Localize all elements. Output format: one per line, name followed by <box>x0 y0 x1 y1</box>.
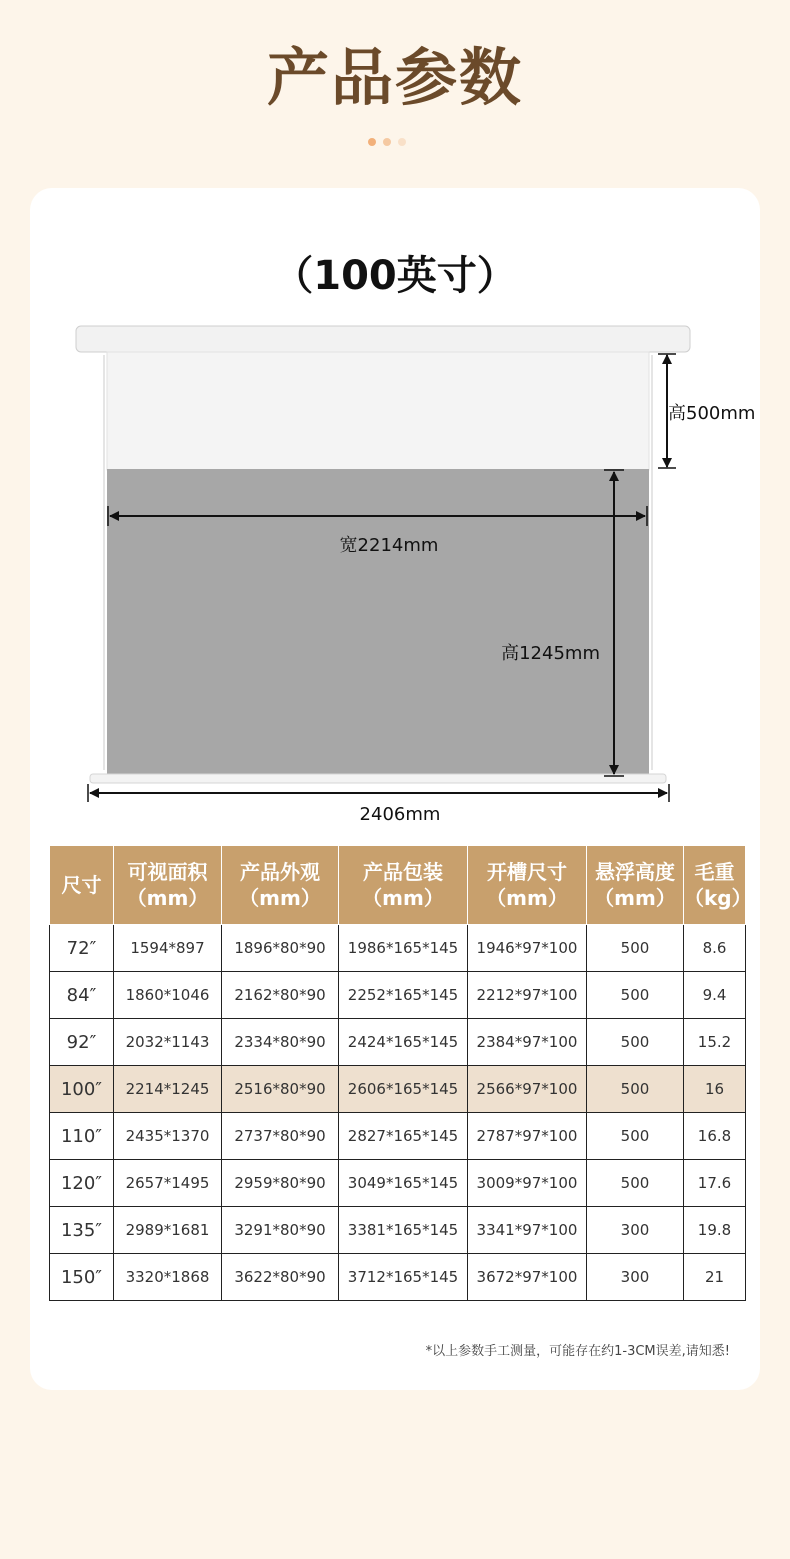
table-cell: 1860*1046 <box>114 972 222 1019</box>
table-cell: 2827*165*145 <box>339 1113 468 1160</box>
total-width-label: 2406mm <box>359 804 441 825</box>
table-cell: 2435*1370 <box>114 1113 222 1160</box>
table-cell: 16.8 <box>684 1113 746 1160</box>
dot-3 <box>398 138 406 146</box>
table-cell: 2214*1245 <box>114 1066 222 1113</box>
size-cell: 84″ <box>50 972 114 1019</box>
page-title: 产品参数 <box>266 41 523 114</box>
size-cell: 150″ <box>50 1254 114 1301</box>
table-cell: 1946*97*100 <box>468 925 587 972</box>
table-row <box>50 1160 746 1207</box>
screen-bottom-bar <box>90 774 666 783</box>
table-cell: 300 <box>587 1207 684 1254</box>
size-cell: 120″ <box>50 1160 114 1207</box>
column-header-name: 开槽尺寸 <box>487 860 567 884</box>
table-cell: 2989*1681 <box>114 1207 222 1254</box>
table-cell: 9.4 <box>684 972 746 1019</box>
column-header <box>50 846 114 925</box>
table-cell: 500 <box>587 1066 684 1113</box>
column-header <box>222 846 339 925</box>
dot-2 <box>383 138 391 146</box>
column-header-unit: （mm） <box>486 886 568 910</box>
size-cell: 135″ <box>50 1207 114 1254</box>
table-cell: 15.2 <box>684 1019 746 1066</box>
table-row <box>50 1207 746 1254</box>
table-cell: 1986*165*145 <box>339 925 468 972</box>
column-header <box>339 846 468 925</box>
table-cell: 2737*80*90 <box>222 1113 339 1160</box>
table-cell: 3291*80*90 <box>222 1207 339 1254</box>
table-cell: 1594*897 <box>114 925 222 972</box>
column-header-unit: （mm） <box>594 886 676 910</box>
table-cell: 3622*80*90 <box>222 1254 339 1301</box>
table-cell: 2657*1495 <box>114 1160 222 1207</box>
table-cell: 3672*97*100 <box>468 1254 587 1301</box>
screen-dimension-diagram <box>0 310 790 830</box>
table-cell: 2566*97*100 <box>468 1066 587 1113</box>
column-header-name: 毛重 <box>694 860 735 884</box>
table-cell: 2212*97*100 <box>468 972 587 1019</box>
column-header-name: 产品外观 <box>240 860 320 884</box>
size-title: （100英寸） <box>273 253 517 299</box>
table-cell: 500 <box>587 1160 684 1207</box>
table-cell: 2032*1143 <box>114 1019 222 1066</box>
column-header <box>114 846 222 925</box>
column-header-name: 产品包装 <box>363 860 443 884</box>
table-body <box>50 925 746 1301</box>
column-header-unit: （mm） <box>362 886 444 910</box>
table-cell: 3341*97*100 <box>468 1207 587 1254</box>
table-header-row <box>50 846 746 925</box>
table-cell: 500 <box>587 1019 684 1066</box>
table-cell: 2959*80*90 <box>222 1160 339 1207</box>
table-cell: 1896*80*90 <box>222 925 339 972</box>
column-header-name: 可视面积 <box>127 860 208 884</box>
table-cell: 2787*97*100 <box>468 1113 587 1160</box>
screen-housing <box>76 326 690 352</box>
size-cell: 92″ <box>50 1019 114 1066</box>
column-header-name: 悬浮高度 <box>595 860 675 884</box>
table-row <box>50 925 746 972</box>
table-cell: 500 <box>587 925 684 972</box>
table-cell: 17.6 <box>684 1160 746 1207</box>
size-cell: 72″ <box>50 925 114 972</box>
column-header <box>684 846 752 925</box>
screen-width-label: 宽2214mm <box>339 535 439 556</box>
table-cell: 300 <box>587 1254 684 1301</box>
screen-leader <box>107 352 649 470</box>
top-height-label: 高500mm <box>668 403 756 424</box>
column-header-unit: （mm） <box>126 886 209 910</box>
table-row <box>50 1066 746 1113</box>
table-cell: 21 <box>684 1254 746 1301</box>
table-cell: 2424*165*145 <box>339 1019 468 1066</box>
table-row <box>50 972 746 1019</box>
table-cell: 2162*80*90 <box>222 972 339 1019</box>
size-cell: 110″ <box>50 1113 114 1160</box>
spec-table <box>49 845 752 1301</box>
screen-height-label: 高1245mm <box>501 643 600 664</box>
table-cell: 16 <box>684 1066 746 1113</box>
table-row <box>50 1113 746 1160</box>
dot-1 <box>368 138 376 146</box>
table-cell: 2252*165*145 <box>339 972 468 1019</box>
column-header-name: 尺寸 <box>61 873 102 897</box>
table-cell: 500 <box>587 972 684 1019</box>
measurement-footnote: *以上参数手工测量，可能存在约1-3CM误差,请知悉! <box>425 1344 730 1359</box>
table-cell: 19.8 <box>684 1207 746 1254</box>
table-cell: 3712*165*145 <box>339 1254 468 1301</box>
table-cell: 500 <box>587 1113 684 1160</box>
table-cell: 2606*165*145 <box>339 1066 468 1113</box>
table-row <box>50 1254 746 1301</box>
table-row <box>50 1019 746 1066</box>
table-cell: 8.6 <box>684 925 746 972</box>
table-cell: 2516*80*90 <box>222 1066 339 1113</box>
table-cell: 3381*165*145 <box>339 1207 468 1254</box>
column-header-unit: （kg） <box>684 886 752 910</box>
size-cell: 100″ <box>50 1066 114 1113</box>
column-header <box>587 846 684 925</box>
table-cell: 2384*97*100 <box>468 1019 587 1066</box>
table-cell: 3009*97*100 <box>468 1160 587 1207</box>
table-cell: 3049*165*145 <box>339 1160 468 1207</box>
table-cell: 3320*1868 <box>114 1254 222 1301</box>
table-cell: 2334*80*90 <box>222 1019 339 1066</box>
column-header <box>468 846 587 925</box>
column-header-unit: （mm） <box>239 886 321 910</box>
